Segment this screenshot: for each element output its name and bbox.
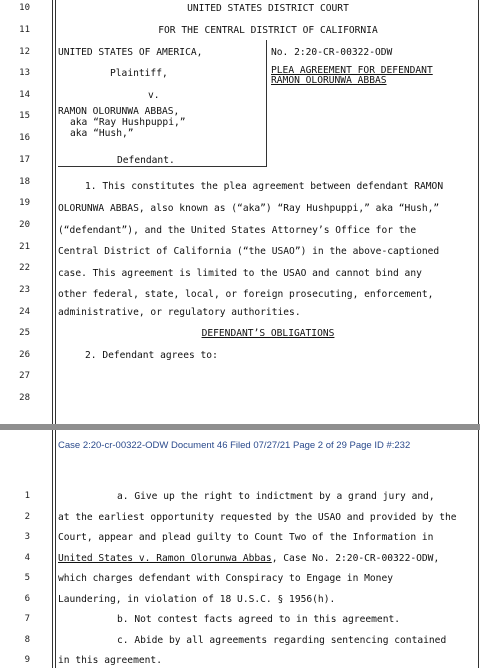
document-page-2 [0, 430, 480, 668]
item-a-line [58, 553, 439, 564]
left-margin-rule [52, 430, 53, 668]
line-number: 13 [19, 68, 30, 78]
item-b-line: b. Not contest facts agreed to in this agreement. [117, 614, 401, 625]
item-a-line: Court, appear and plead guilty to Count Two of the Information in [58, 532, 434, 543]
line-number: 3 [24, 532, 30, 542]
right-margin-rule [478, 0, 479, 424]
court-name: UNITED STATES DISTRICT COURT [187, 3, 349, 14]
item-a-line: at the earliest opportunity requested by the USAO and provided by the [58, 512, 457, 523]
caption-divider-vertical [266, 40, 267, 166]
paragraph-1-line: case. This agreement is limited to the USAO and cannot bind any [58, 268, 422, 279]
line-number: 5 [24, 573, 30, 583]
item-c-line: c. Abide by all agreements regarding sentencing contained [117, 635, 447, 646]
line-number: 2 [24, 512, 30, 522]
defendant-aka-2: aka “Hush,” [70, 128, 134, 139]
line-number: 12 [19, 47, 30, 57]
document-title-line2: RAMON OLORUNWA ABBAS [271, 75, 387, 86]
defendant-aka-1: aka “Ray Hushpuppi,” [70, 117, 186, 128]
case-citation: United States v. Ramon Olorunwa Abbas [58, 553, 272, 564]
court-district: FOR THE CENTRAL DISTRICT OF CALIFORNIA [158, 25, 378, 36]
paragraph-1-line: administrative, or regulatory authorities. [58, 307, 301, 318]
left-margin-rule-inner [55, 430, 56, 668]
line-number: 7 [24, 614, 30, 624]
line-number: 20 [19, 220, 30, 230]
defendant-name: RAMON OLORUNWA ABBAS, [58, 106, 180, 117]
left-margin-rule-inner [55, 0, 56, 424]
line-number: 24 [19, 307, 30, 317]
line-number: 18 [19, 177, 30, 187]
plaintiff-name: UNITED STATES OF AMERICA, [58, 47, 203, 58]
case-number: No. 2:20-CR-00322-ODW [271, 47, 393, 58]
paragraph-1-line: 1. This constitutes the plea agreement between defendant RAMON [85, 181, 444, 192]
paragraph-1-line: Central District of California (“the USAO”) in the above-captioned [58, 246, 440, 257]
line-number: 9 [24, 655, 30, 665]
line-number: 17 [19, 155, 30, 165]
line-number: 15 [19, 111, 30, 121]
line-number: 23 [19, 285, 30, 295]
paragraph-1-line: other federal, state, local, or foreign prosecuting, enforcement, [58, 289, 434, 300]
versus-label: v. [148, 90, 160, 101]
paragraph-1-line: (“defendant”), and the United States Attorney’s Office for the [58, 225, 417, 236]
line-number: 21 [19, 242, 30, 252]
line-number: 1 [24, 491, 30, 501]
section-heading [58, 328, 478, 339]
line-number: 6 [24, 594, 30, 604]
line-number: 4 [24, 553, 30, 563]
line-number: 22 [19, 263, 30, 273]
filing-header: Case 2:20-cr-00322-ODW Document 46 Filed 07/27/21 Page 2 of 29 Page ID #:232 [58, 440, 411, 451]
item-c-line: in this agreement. [58, 655, 162, 666]
line-number: 28 [19, 393, 30, 403]
line-number: 14 [19, 90, 30, 100]
document-title-line1: PLEA AGREEMENT FOR DEFENDANT [271, 65, 433, 76]
line-number: 25 [19, 328, 30, 338]
plaintiff-role: Plaintiff, [110, 68, 168, 79]
item-a-line: which charges defendant with Conspiracy to Engage in Money [58, 573, 394, 584]
caption-divider-horizontal [58, 166, 267, 167]
left-margin-rule [52, 0, 53, 424]
defendant-role: Defendant. [117, 155, 175, 166]
paragraph-1-line: OLORUNWA ABBAS, also known as (“aka”) “Ray Hushpuppi,” aka “Hush,” [58, 203, 440, 214]
line-number: 16 [19, 133, 30, 143]
item-a-line: a. Give up the right to indictment by a grand jury and, [117, 491, 435, 502]
paragraph-2: 2. Defendant agrees to: [85, 350, 218, 361]
right-margin-rule [478, 430, 479, 668]
line-number: 8 [24, 635, 30, 645]
line-number: 11 [19, 25, 30, 35]
section-heading-text: DEFENDANT’S OBLIGATIONS [201, 328, 335, 339]
case-number-text: , Case No. 2:20-CR-00322-ODW, [271, 553, 440, 564]
line-number: 19 [19, 198, 30, 208]
line-number: 27 [19, 371, 30, 381]
line-number: 10 [19, 3, 30, 13]
item-a-line: Laundering, in violation of 18 U.S.C. § 1956(h). [58, 594, 336, 605]
line-number: 26 [19, 350, 30, 360]
